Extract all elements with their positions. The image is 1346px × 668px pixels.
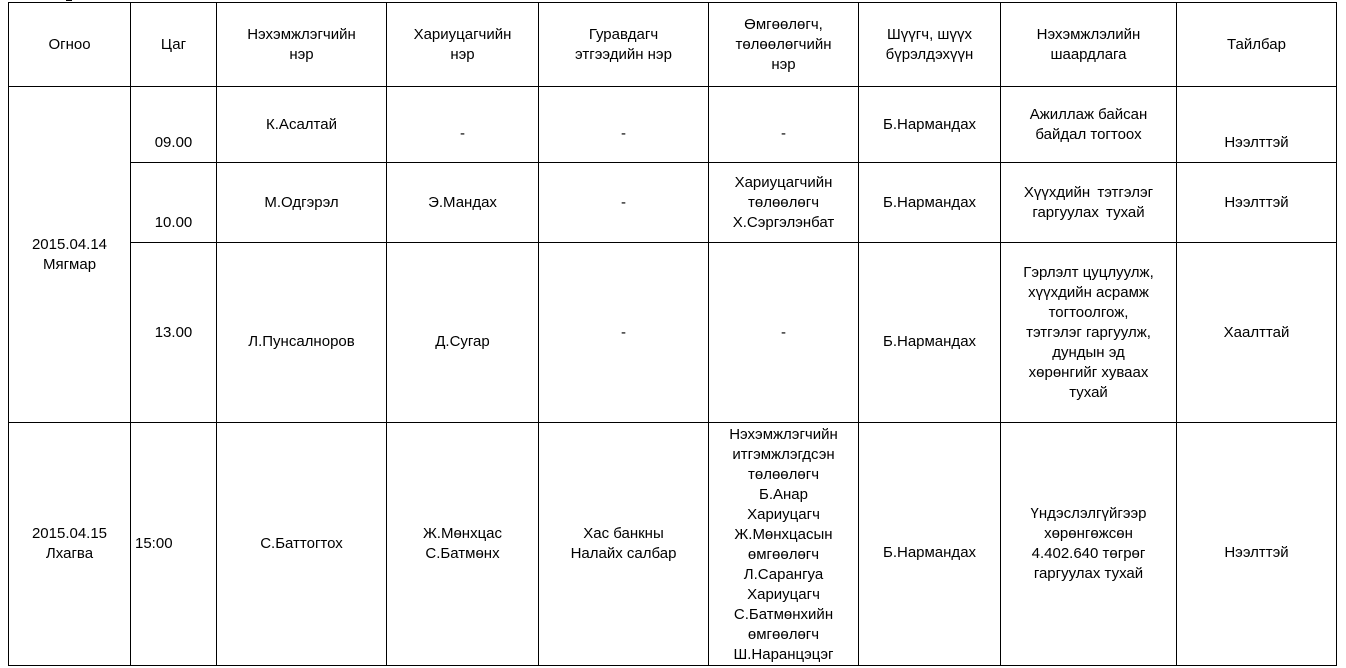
header-judge: Шүүгч, шүүх бүрэлдэхүүн — [859, 3, 1001, 87]
judge-cell: Б.Нармандах — [859, 87, 1001, 163]
header-note: Тайлбар — [1177, 3, 1337, 87]
header-third-party: Гуравдагч этгээдийн нэр — [539, 3, 709, 87]
judge-cell: Б.Нармандах — [859, 163, 1001, 243]
time-cell: 13.00 — [131, 243, 217, 423]
header-defendant: Хариуцагчийн нэр — [387, 3, 539, 87]
plaintiff-cell: К.Асалтай — [217, 87, 387, 163]
header-time: Цаг — [131, 3, 217, 87]
header-representative: Өмгөөлөгч, төлөөлөгчийн нэр — [709, 3, 859, 87]
date-cell: 2015.04.15 Лхагва — [9, 423, 131, 666]
judge-cell: Б.Нармандах — [859, 243, 1001, 423]
plaintiff-cell: Л.Пунсалноров — [217, 243, 387, 423]
time-cell: 10.00 — [131, 163, 217, 243]
court-schedule-table — [8, 2, 1337, 666]
note-cell: Нээлттэй — [1177, 87, 1337, 163]
table-row — [9, 423, 1337, 666]
claim-cell: Гэрлэлт цуцлуулж, хүүхдийн асрамж тогтоолгож, тэтгэлэг гаргуулж, дундын эд хөрөнгийг хуваах тухай — [1001, 243, 1177, 423]
defendant-cell: Д.Сугар — [387, 243, 539, 423]
defendant-cell: Ж.Мөнхцас С.Батмөнх — [387, 423, 539, 666]
third-party-cell: - — [539, 87, 709, 163]
claim-cell: Үндэслэлгүйгээр хөрөнгөжсөн 4.402.640 төгрөг гаргуулах тухай — [1001, 423, 1177, 666]
representative-cell: Хариуцагчийн төлөөлөгч Х.Сэргэлэнбат — [709, 163, 859, 243]
judge-cell: Б.Нармандах — [859, 423, 1001, 666]
note-cell: Нээлттэй — [1177, 423, 1337, 666]
third-party-cell: - — [539, 163, 709, 243]
header-row — [9, 3, 1337, 87]
plaintiff-cell: С.Баттогтох — [217, 423, 387, 666]
time-cell: 15:00 — [131, 423, 217, 666]
page-edge-mark — [66, 0, 72, 1]
third-party-cell: Хас банкны Налайх салбар — [539, 423, 709, 666]
time-cell: 09.00 — [131, 87, 217, 163]
defendant-cell: Э.Мандах — [387, 163, 539, 243]
header-plaintiff: Нэхэмжлэгчийн нэр — [217, 3, 387, 87]
third-party-cell: - — [539, 243, 709, 423]
representative-cell: Нэхэмжлэгчийн итгэмжлэгдсэн төлөөлөгч Б.Анар Хариуцагч Ж.Мөнхцасын өмгөөлөгч Л.Сарангуа Хариуцагч С.Батмөнхийн өмгөөлөгч Ш.Наранцэцэг — [709, 423, 859, 666]
representative-cell: - — [709, 243, 859, 423]
representative-cell: - — [709, 87, 859, 163]
claim-cell: Ажиллаж байсан байдал тогтоох — [1001, 87, 1177, 163]
header-date: Огноо — [9, 3, 131, 87]
table-row — [9, 243, 1337, 423]
note-cell: Хаалттай — [1177, 243, 1337, 423]
table-row — [9, 87, 1337, 163]
header-claim: Нэхэмжлэлийн шаардлага — [1001, 3, 1177, 87]
table-row — [9, 163, 1337, 243]
defendant-cell: - — [387, 87, 539, 163]
schedule-table-wrapper — [8, 2, 1336, 663]
claim-cell: Хүүхдийн тэтгэлэг гаргуулах тухай — [1001, 163, 1177, 243]
date-cell: 2015.04.14 Мягмар — [9, 87, 131, 423]
note-cell: Нээлттэй — [1177, 163, 1337, 243]
plaintiff-cell: М.Одгэрэл — [217, 163, 387, 243]
